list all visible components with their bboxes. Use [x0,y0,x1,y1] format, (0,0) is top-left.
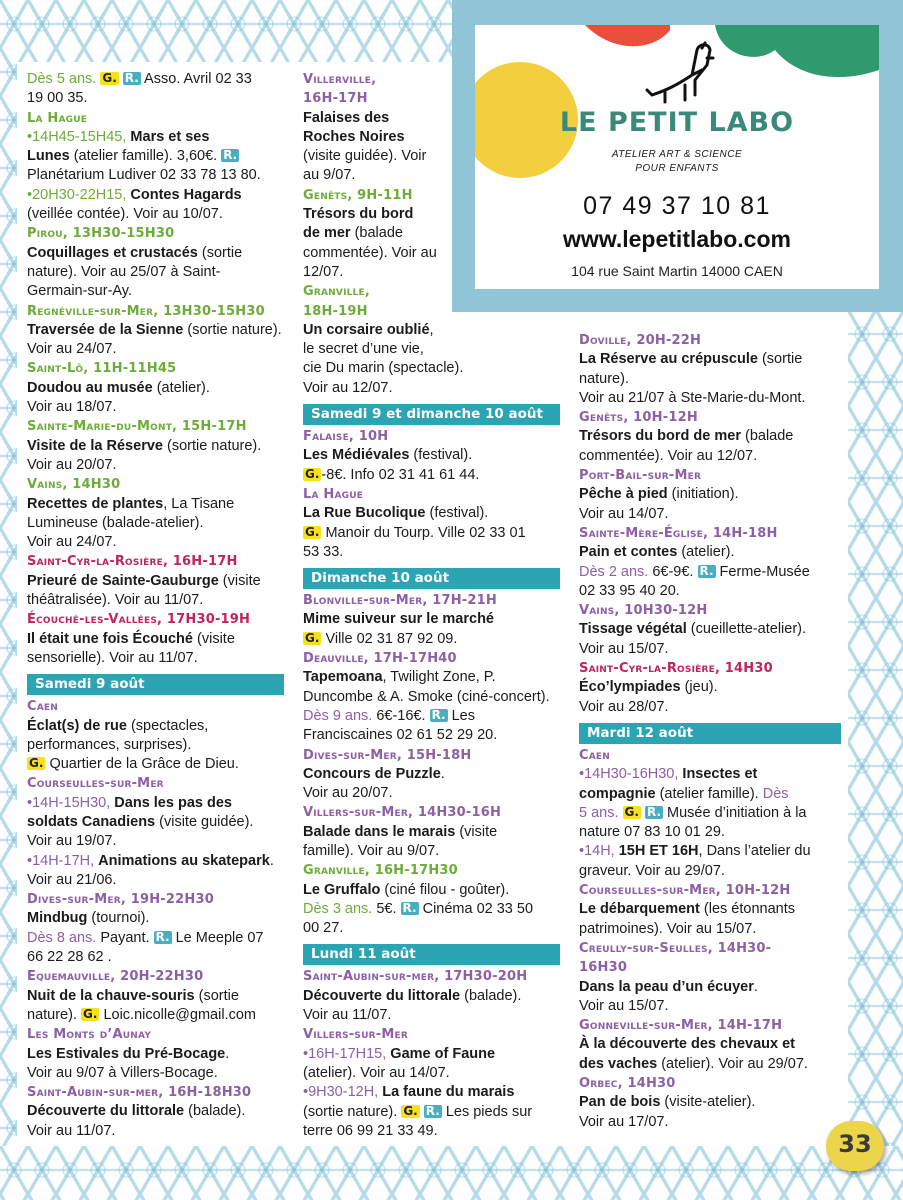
background-pattern-bottom [0,1146,903,1200]
listing-line: soldats Canadiens (visite guidée). [27,813,254,830]
listing-line: famille). Voir au 9/07. [303,842,440,859]
event-location: Port-Bail-sur-Mer [579,468,702,484]
event-location: Pirou, 13H30-15H30 [27,226,175,242]
listing-line: Découverte du littorale (balade). [303,987,522,1004]
ad-website[interactable]: www.lepetitlabo.com [563,226,791,252]
listing-line: nature). Voir au 25/07 à Saint- [27,263,221,280]
listing-line: Pain et contes (atelier). [579,544,735,561]
listing-line: 53 33. [303,543,344,560]
event-location: Blonville-sur-Mer, 17H-21H [303,593,497,609]
date-header: Dimanche 10 août [303,568,560,589]
event-location: Deauville, 17H-17H40 [303,651,457,667]
listing-line: nature 07 83 10 01 29. [579,824,725,841]
listing-line: Il était une fois Écouché (visite [27,630,235,647]
r-badge: R. [223,148,238,163]
listing-line: Falaises des [303,109,390,126]
listing-line: Pêche à pied (initiation). [579,486,739,503]
r-badge: R. [425,1103,440,1118]
event-location: Regnéville-sur-Mer, 13H30-15H30 [27,303,265,319]
date-header: Lundi 11 août [303,944,560,965]
listing-line: Recettes de plantes, La Tisane [27,495,235,512]
event-location: Villers-sur-Mer [303,1027,408,1043]
event-location: Saint-Cyr-la-Rosière, 14H30 [579,661,773,677]
listing-line: Un corsaire oublié, [303,321,434,338]
listing-line: •9H30-12H, La faune du marais [303,1084,515,1101]
g-badge: G. [102,71,117,85]
listing-line: •14H30-16H30, Insectes et [579,766,758,783]
listing-line: 12/07. [303,263,344,280]
listing-line: Dès 9 ans. 6€-16€. R. Les [303,707,476,724]
listing-line: •14H, 15H ET 16H, Dans l’atelier du [579,843,811,860]
listing-line: (veillée contée). Voir au 10/07. [27,206,223,223]
r-badge: R. [699,563,714,578]
listing-line: 00 27. [303,920,344,937]
g-badge: G. [29,756,44,771]
page-number: 33 [838,1130,872,1158]
event-location: Villerville, [303,72,377,87]
listing-line: Les Estivales du Pré-Bocage. [27,1045,230,1062]
listing-line: sensorielle). Voir au 11/07. [27,649,198,666]
event-location: Equemauville, 20H-22H30 [27,969,204,985]
event-location: Villers-sur-Mer, 14H30-16H [303,805,502,821]
listing-line: •16H-17H15, Game of Faune [303,1045,496,1062]
listing-line: Voir au 9/07 à Villers-Bocage. [27,1064,218,1081]
event-location: Gonneville-sur-Mer, 14H-17H [579,1018,783,1034]
event-location: Dives-sur-Mer, 15H-18H [303,747,472,763]
listing-line: G. Ville 02 31 87 92 09. [305,630,458,647]
ad-tagline-2: POUR ENFANTS [635,163,719,174]
ad-address: 104 rue Saint Martin 14000 CAEN [571,263,783,279]
listing-line: Les Médiévales (festival). [303,447,473,464]
listing-line: Voir au 15/07. [579,997,669,1014]
g-badge: G. [305,524,320,539]
listing-line: Voir au 12/07. [303,379,393,396]
listing-line: Balade dans le marais (visite [303,823,498,840]
listing-line: Trésors du bord [303,206,414,223]
listing-line: nature). G. Loic.nicolle@gmail.com [27,1006,256,1023]
event-location: Courseulles-sur-Mer [27,776,164,792]
event-location: Genêts, 9H-11H [303,187,413,203]
date-header: Samedi 9 et dimanche 10 août [303,404,560,425]
listing-line: Voir au 14/07. [579,505,669,522]
column-1 [27,70,284,1141]
listing-line: Prieuré de Sainte-Gauburge (visite [27,572,261,589]
listing-line: performances, surprises). [27,736,192,753]
r-badge: R. [646,804,662,819]
listing-line: terre 06 99 21 33 49. [303,1122,438,1139]
background-pattern-right [848,310,903,1200]
event-time: 16H-17H [303,91,368,107]
listing-line: Tissage végétal (cueillette-atelier). [579,621,807,638]
date-header: Mardi 12 août [579,723,841,744]
listing-line: Voir au 21/07 à Ste-Marie-du-Mont. [579,389,806,406]
event-location: Caen [579,747,610,763]
g-badge: G. [624,804,639,819]
event-location: Doville, 20H-22H [579,333,702,348]
event-location: Granville, 16H-17H30 [303,863,458,879]
listing-line: Coquillages et crustacés (sortie [27,244,243,261]
listing-line: nature). [579,370,629,387]
listing-line: Trésors du bord de mer (balade [579,428,794,445]
listing-line: commentée). Voir au [303,244,437,261]
event-location: Caen [27,699,58,715]
listing-line: Voir au 15/07. [579,640,669,657]
listing-line: Mindbug (tournoi). [27,910,150,927]
listing-line: Voir au 17/07. [579,1113,669,1130]
listing-line: Voir au 28/07. [579,698,669,715]
r-badge: R. [402,900,417,915]
listing-line: •20H30-22H15, Contes Hagards [27,186,242,203]
listing-line: Découverte du littorale (balade). [27,1103,246,1120]
listing-line: graveur. Voir au 29/07. [579,862,725,879]
event-location: Dives-sur-Mer, 19H-22H30 [27,892,214,908]
listing-line: Le débarquement (les étonnants [579,901,795,918]
listing-line: (sortie nature). G. R. Les pieds sur [303,1103,533,1120]
listing-line: Voir au 19/07. [27,833,117,850]
g-badge: G. [305,466,320,481]
event-location: Vains, 10H30-12H [579,603,708,619]
listing-line: Voir au 21/06. [27,871,117,888]
ad-phone: 07 49 37 10 81 [583,192,771,220]
column-3 [579,331,841,1132]
event-location: Genêts, 10H-12H [579,410,698,426]
listing-line: Dès 2 ans. 6€-9€. R. Ferme-Musée [579,563,810,580]
event-location: La Hague [27,110,88,126]
listing-line: Visite de la Réserve (sortie nature). [27,437,262,454]
listing-line: Voir au 24/07. [27,341,117,358]
event-location: Sainte-Mère-Église, 14H-18H [579,525,778,541]
date-header: Samedi 9 août [27,674,284,695]
listing-line: Dès 5 ans. G. R. Asso. Avril 02 33 [27,71,252,87]
background-pattern-top [0,0,460,62]
ad-brand: LE PETIT LABO [559,107,795,138]
event-location: Écouché-les-Vallées, 17H30-19H [27,612,251,628]
listing-line: (visite guidée). Voir [303,148,427,165]
g-badge: G. [305,630,320,645]
event-location: Sainte-Marie-du-Mont, 15H-17H [27,419,247,435]
event-location: Les Monts d’Aunay [27,1027,152,1043]
event-location: Vains, 14H30 [27,477,121,493]
listing-line: de mer (balade [303,225,403,242]
r-badge: R. [124,71,139,85]
event-location: Saint-Cyr-la-Rosière, 16H-17H [27,554,238,570]
event-time: 16H30 [579,960,628,976]
listing-line: au 9/07. [303,167,356,184]
event-location: Granville, [303,284,370,300]
listing-line: compagnie (atelier famille). Dès [579,785,789,802]
event-time: 18H-19H [303,303,368,319]
listing-line: À la découverte des chevaux et [579,1036,795,1053]
g-badge: G. [403,1103,418,1118]
listing-line: Mime suiveur sur le marché [303,611,494,628]
listing-line: Voir au 11/07. [303,1007,392,1024]
listing-line: (atelier). Voir au 14/07. [303,1064,450,1081]
listing-line: Doudou au musée (atelier). [27,379,210,396]
listing-line: Pan de bois (visite-atelier). [579,1094,756,1111]
listing-line: Traversée de la Sienne (sortie nature). [27,321,282,338]
listing-line: G. Manoir du Tourp. Ville 02 33 01 [305,524,526,541]
listing-line: •14H-15H30, Dans les pas des [27,794,232,811]
event-location: La Hague [303,486,364,502]
listing-line: La Rue Bucolique (festival). [303,505,489,522]
listing-line: Nuit de la chauve-souris (sortie [27,987,239,1004]
listing-line: Dès 3 ans. 5€. R. Cinéma 02 33 50 [303,900,534,917]
ad-tagline-1: ATELIER ART & SCIENCE [611,149,743,160]
listing-line: G. Quartier de la Grâce de Dieu. [29,756,239,773]
event-location: Saint-Aubin-sur-mer, 17H30-20H [303,969,528,985]
listing-line: le secret d’une vie, [303,341,424,358]
listing-line: Voir au 11/07. [27,1122,116,1139]
listing-line: Planétarium Ludiver 02 33 78 13 80. [27,167,261,184]
listing-line: Voir au 20/07. [27,456,117,473]
listing-line: cie Du marin (spectacle). [303,360,464,377]
r-badge: R. [431,707,446,722]
event-location: Creully-sur-Seulles, 14H30- [579,940,772,956]
listing-line: commentée). Voir au 12/07. [579,447,758,464]
listing-line: Franciscaines 02 61 52 29 20. [303,727,498,744]
listing-line: Lumineuse (balade-atelier). [27,514,204,531]
event-location: Courseulles-sur-Mer, 10H-12H [579,883,791,899]
listing-line: Voir au 24/07. [27,534,117,551]
listing-line: 02 33 95 40 20. [579,582,680,599]
g-badge: G. [83,1006,98,1021]
listing-line: Éclat(s) de rue (spectacles, [27,717,209,734]
listing-line: 5 ans. G. R. Musée d’initiation à la [579,804,807,821]
listing-line: théâtralisée). Voir au 11/07. [27,592,204,609]
listing-line: Dans la peau d’un écuyer. [579,978,758,995]
listing-line: Germain-sur-Ay. [27,283,133,300]
listing-line: des vaches (atelier). Voir au 29/07. [579,1055,808,1072]
r-badge: R. [155,929,170,944]
event-location: Orbec, 14H30 [579,1075,676,1091]
listing-line: •14H-17H, Animations au skatepark. [27,852,274,869]
listing-line: 66 22 28 62 . [27,949,112,966]
listing-line: Le Gruffalo (ciné filou - goûter). [303,881,510,898]
listing-line: Dès 8 ans. Payant. R. Le Meeple 07 [27,929,264,946]
listing-line: Éco’lympiades (jeu). [579,679,718,696]
listing-line: Voir au 18/07. [27,399,117,416]
listing-line: 19 00 35. [27,90,88,107]
listing-line: Concours de Puzzle. [303,765,445,782]
listing-line: G. -8€. Info 02 31 41 61 44. [305,466,480,483]
column-2 [303,70,560,1141]
listing-line: patrimoines). Voir au 15/07. [579,920,757,937]
event-location: Saint-Lô, 11H-11H45 [27,361,177,377]
event-location: Falaise, 10H [303,429,389,445]
listing-line: Voir au 20/07. [303,785,393,802]
listing-line: Tapemoana, Twilight Zone, P. [303,669,496,686]
event-location: Saint-Aubin-sur-mer, 16H-18H30 [27,1085,252,1101]
listing-line: Duncombe & A. Smoke (ciné-concert). [303,688,550,705]
listing-line: La Réserve au crépuscule (sortie [579,351,803,368]
listing-line: •14H45-15H45, Mars et ses [27,128,210,145]
listing-line: Roches Noires [303,128,405,145]
listing-line: Lunes (atelier famille). 3,60€. R. [27,148,238,165]
